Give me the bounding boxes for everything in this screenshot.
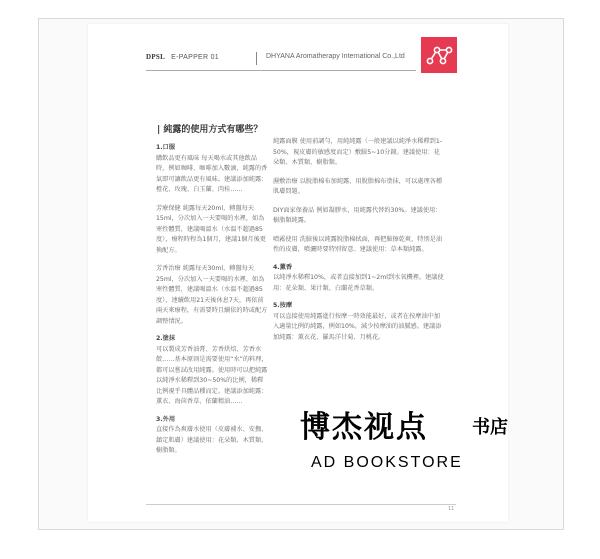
subsection-heading: 3.外用 [156, 415, 176, 423]
subsection-heading: 2.塗抹 [156, 335, 176, 342]
paragraph: 芳香治療 純露每天30ml，轉盤每天25ml，分次加入一天要喝的水裡，如為寒性體質，建議喝溫水（水溫不超過85度），連續飲用21天後休息7天，再依前兩天來療程，有需要時且續依的時或配方調整情況。 [156, 265, 268, 325]
subsection-heading: 4.薰香 [273, 263, 293, 271]
page-number: 11 [448, 506, 455, 512]
paragraph: 以純淨水稀釋10%，或者直接加到1~2ml到水氧機裡。建議使用：花朵類、果汁類、白蘭花香草類。 [273, 274, 444, 292]
paragraph: 直接作為爽膚水使用（皮膚補水、安撫、鎮定肌膚）建議使用：花朵類、木質類、樹脂類。 [156, 426, 268, 454]
paragraph: 芳療保健 純露每天20ml，轉盤每天15ml，分次加入一天要喝的水裡，如為寒性體質，建議喝溫水（水溫不超過85度），療程時程為1個月，建議1個月後更換配方。 [156, 204, 266, 254]
watermark-en: AD BOOKSTORE [311, 454, 463, 471]
section-title: | 純露的使用方式有哪些？ [157, 125, 263, 135]
paragraph: 濕敷治療 以脫脂棉布加純露，用脫脂棉布塗抹，可以處理各種肌膚問題。 [273, 177, 443, 195]
paragraph: 購飲品更有風味 每天喝水或其他飲品時，例如咖啡、咖啡加入數滴，純露的香氣即可讓飲品更有風味。建議添加純露：橙花、玫瑰、白玉蘭、肉桂…… [156, 154, 268, 193]
subsection-heading: 1.口服 [156, 144, 176, 151]
footer-rule [146, 504, 456, 505]
paragraph: 可以製成芳香油膏、芳香烘焙、芳香水餃……基本原則是需要使用“水”的料理，都可以嘗試改用純露。使用時可以把純露以純淨水稀釋到30~50%的比例，稀釋比例視乎具體品種而定。建議添加純露：薰衣、海茴香草、依蘭精油…… [156, 345, 268, 405]
header-brand: DPSL E-PAPPER 01 [146, 53, 220, 61]
watermark-cn: 博杰视点 [300, 410, 428, 445]
header-company: DHYANA Aromatherapy International Co.,Ltd [266, 53, 405, 60]
network-nodes-icon [421, 37, 457, 73]
watermark-cn-store: 书店 [472, 417, 508, 438]
header-divider [256, 52, 257, 65]
header-rule [146, 70, 416, 71]
paragraph: 純露面膜 使用前調勻，用純純露（一般建議以純淨水稀釋到1-50%，視皮膚的敏感度而定）敷臉5~10分鐘。建議使用：花朵類、木質類、樹脂類。 [273, 138, 443, 166]
paragraph: 噴霧使用 洗臉後以純露脫脂棉拭面，再把臉擦乾爽、特別是油性的皮膚，噴灑時要特別留意。建議使用：草本類純露。 [273, 235, 443, 253]
paragraph: 可以直接使用純露進行按摩一時效能最好，或者在按摩油中加入適量比例的純露，例如10%，減少按摩油的油膩感。建議添加純露：薰衣花、羅馬洋甘菊、月桃花。 [273, 312, 442, 341]
subsection-heading: 5.按摩 [273, 302, 293, 309]
paragraph: DIY面家保養品 例如凝膠水，用純露代替約30%。建議使用：樹脂類純露。 [273, 206, 442, 224]
column-right [273, 137, 445, 343]
column-left [156, 143, 268, 457]
